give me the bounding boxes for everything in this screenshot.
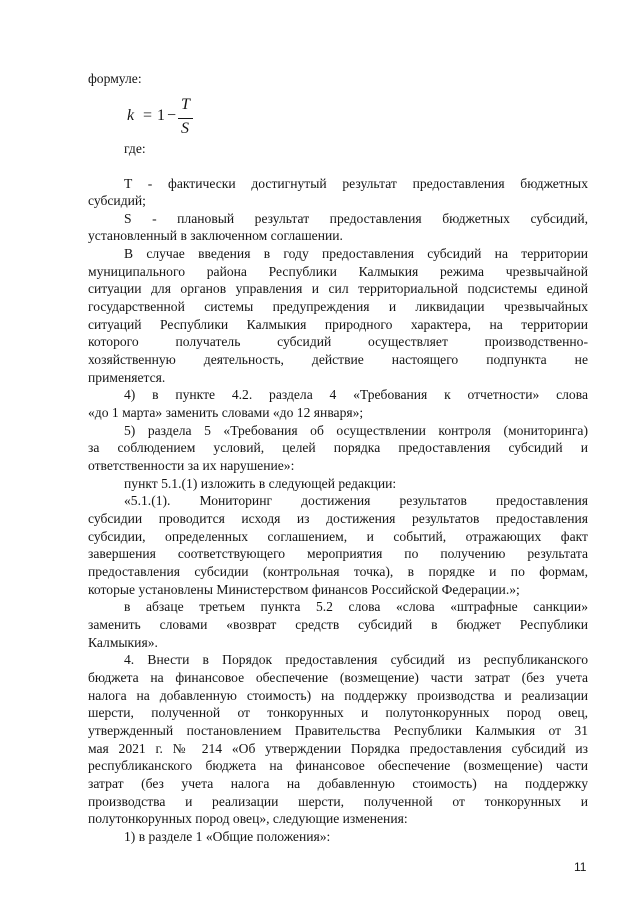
formula-fraction-bar [178, 118, 193, 119]
paragraph-line: хозяйственную деятельность, действие настоящего подпункта не [88, 352, 588, 367]
paragraph-line: установленный в заключенном соглашении. [88, 228, 343, 243]
paragraph-line: мая 2021 г. № 214 «Об утверждении Порядка предоставления субсидий из [88, 741, 588, 756]
paragraph-line: производства и реализации шерсти, полученной от тонкорунных и [88, 794, 588, 809]
paragraph-line: бюджета на финансовое обеспечение (возмещение) части затрат (без учета [88, 670, 588, 685]
paragraph-line: ответственности за их нарушение»: [88, 458, 295, 473]
paragraph-line: «5.1.(1). Мониторинг достижения результатов предоставления [124, 493, 588, 508]
paragraph-line: которые установлены Министерством финансов Российской Федерации.»; [88, 582, 520, 597]
paragraph-line: которого получатель субсидий осуществляет производственно- [88, 334, 588, 349]
formula-minus: − [167, 107, 177, 124]
formula-numerator: T [181, 96, 190, 113]
paragraph-line: «до 1 марта» заменить словами «до 12 января»; [88, 405, 364, 420]
paragraph-line: 1) в разделе 1 «Общие положения»: [124, 829, 331, 844]
paragraph-line: предоставления субсидии (контрольная точка), в порядке и по формам, [88, 564, 588, 579]
formula-equals: = [143, 107, 153, 124]
paragraph-line: в абзаце третьем пункта 5.2 слова «слова «штрафные санкции» [124, 599, 588, 614]
paragraph-line: пункт 5.1.(1) изложить в следующей редакции: [124, 476, 397, 491]
intro-text: формуле: [88, 71, 142, 86]
paragraph-line: субсидии проводится исходя из достижения результатов предоставления [88, 511, 588, 526]
where-text: где: [124, 141, 146, 156]
paragraph-line: государственной системы предупреждения и ликвидации чрезвычайных [88, 299, 588, 314]
paragraph-line: утвержденный постановлением Правительства Республики Калмыкия от 31 [88, 723, 588, 738]
formula-one: 1 [157, 107, 165, 124]
paragraph-line: применяется. [88, 370, 166, 385]
paragraph-line: 4. Внести в Порядок предоставления субсидий из республиканского [124, 652, 588, 667]
paragraph-line: субсидий; [88, 193, 146, 208]
paragraph-line: ситуации для органов управления и сил территориальной подсистемы единой [88, 281, 588, 296]
formula-variable-k: k [127, 107, 135, 124]
paragraph-line: затрат (без учета налога на добавленную стоимость) на поддержку [88, 776, 588, 791]
paragraph-line: S - плановый результат предоставления бюджетных субсидий, [124, 211, 588, 226]
paragraph-line: муниципального района Республики Калмыкия режима чрезвычайной [88, 264, 588, 279]
paragraph-line: В случае введения в году предоставления субсидий на территории [124, 246, 588, 261]
paragraph-line: за соблюдением условий, целей порядка предоставления субсидий и [88, 440, 588, 455]
paragraph-line: ситуаций Республики Калмыкия природного характера, на территории [88, 317, 588, 332]
paragraph-line: T - фактически достигнутый результат предоставления бюджетных [124, 176, 588, 191]
paragraph-line: 5) раздела 5 «Требования об осуществлении контроля (мониторинга) [124, 423, 588, 438]
paragraph-line: налога на добавленную стоимость) на поддержку производства и реализации [88, 688, 588, 703]
paragraph-line: 4) в пункте 4.2. раздела 4 «Требования к отчетности» слова [124, 387, 588, 402]
paragraph-line: шерсти, полученной от тонкорунных и полутонкорунных пород овец, [88, 705, 588, 720]
paragraph-line: республиканского бюджета на финансовое обеспечение (возмещение) части [88, 758, 588, 773]
page-number: 11 [574, 860, 587, 874]
paragraph-line: полутонкорунных пород овец», следующие изменения: [88, 811, 408, 826]
formula [127, 96, 207, 140]
paragraph-line: завершения соответствующего мероприятия по получению результата [88, 546, 588, 561]
formula-denominator: S [181, 120, 189, 137]
paragraph-line: заменить словами «возврат средств субсидий в бюджет Республики [88, 617, 588, 632]
paragraph-line: Калмыкия». [88, 635, 158, 650]
paragraph-line: субсидии, определенных соглашением, и событий, отражающих факт [88, 529, 588, 544]
